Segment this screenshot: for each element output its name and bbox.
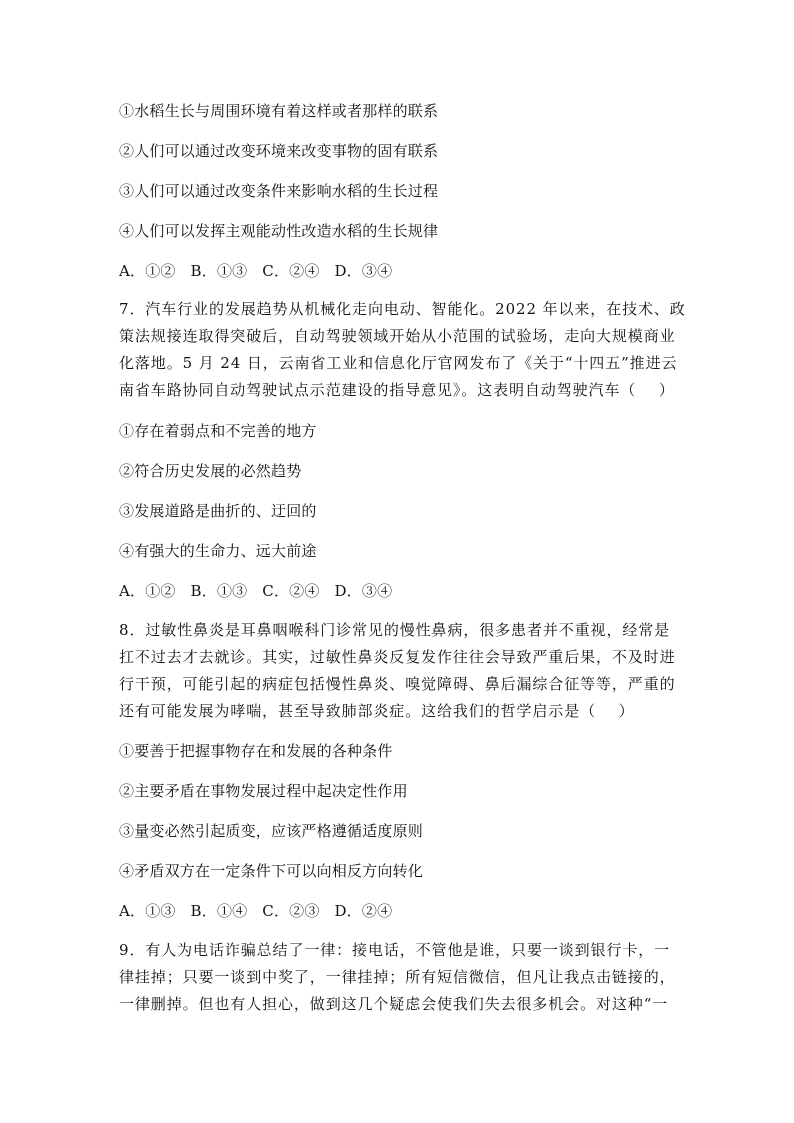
q7-stem-line-4: 南省车路协同自动驾驶试点示范建设的指导意见》。这表明自动驾驶汽车（ ） bbox=[119, 381, 675, 399]
q8-option-2: ②主要矛盾在事物发展过程中起决定性作用 bbox=[119, 782, 408, 800]
q6-option-2: ②人们可以通过改变环境来改变事物的固有联系 bbox=[119, 142, 439, 160]
q8-option-4: ④矛盾双方在一定条件下可以向相反方向转化 bbox=[119, 862, 424, 880]
q6-option-1: ①水稻生长与周围环境有着这样或者那样的联系 bbox=[119, 102, 439, 120]
q8-stem-line-3: 行干预，可能引起的病症包括慢性鼻炎、嗅觉障碍、鼻后漏综合征等等，严重的 bbox=[119, 675, 676, 693]
q7-option-3: ③发展道路是曲折的、迂回的 bbox=[119, 502, 317, 520]
q9-stem-line-3: 一律删掉。但也有人担心，做到这几个疑虑会使我们失去很多机会。对这种“一 bbox=[119, 995, 669, 1013]
q9-stem-line-2: 律挂掉；只要一谈到中奖了，一律挂掉；所有短信微信，但凡让我点击链接的， bbox=[119, 968, 676, 986]
q8-stem-line-4: 还有可能发展为哮喘，甚至导致肺部炎症。这给我们的哲学启示是（ ） bbox=[119, 702, 635, 720]
q7-stem-line-1: 7．汽车行业的发展趋势从机械化走向电动、智能化。2022 年以来，在技术、政 bbox=[119, 300, 686, 318]
q7-answer-choices: A．①② B．①③ C．②④ D．③④ bbox=[119, 582, 393, 600]
q8-stem-line-2: 扛不过去才去就诊。其实，过敏性鼻炎反复发作往往会导致严重后果，不及时进 bbox=[119, 648, 676, 666]
q8-stem-line-1: 8．过敏性鼻炎是耳鼻咽喉科门诊常见的慢性鼻病，很多患者并不重视，经常是 bbox=[119, 621, 671, 639]
q8-option-1: ①要善于把握事物存在和发展的各种条件 bbox=[119, 742, 393, 760]
q6-option-4: ④人们可以发挥主观能动性改造水稻的生长规律 bbox=[119, 222, 439, 240]
q7-stem-line-2: 策法规接连取得突破后，自动驾驶领域开始从小范围的试验场，走向大规模商业 bbox=[119, 327, 676, 345]
q7-option-1: ①存在着弱点和不完善的地方 bbox=[119, 422, 317, 440]
q7-option-4: ④有强大的生命力、远大前途 bbox=[119, 542, 317, 560]
q9-stem-line-1: 9．有人为电话诈骗总结了一律：接电话，不管他是谁，只要一谈到银行卡，一 bbox=[119, 941, 671, 959]
q8-option-3: ③量变必然引起质变，应该严格遵循适度原则 bbox=[119, 822, 424, 840]
q6-answer-choices: A．①② B．①③ C．②④ D．③④ bbox=[119, 262, 393, 280]
q7-stem-line-3: 化落地。5 月 24 日，云南省工业和信息化厅官网发布了《关于“十四五”推进云 bbox=[119, 354, 678, 372]
q6-option-3: ③人们可以通过改变条件来影响水稻的生长过程 bbox=[119, 182, 439, 200]
q7-option-2: ②符合历史发展的必然趋势 bbox=[119, 462, 302, 480]
q8-answer-choices: A．①③ B．①④ C．②③ D．②④ bbox=[119, 902, 393, 920]
